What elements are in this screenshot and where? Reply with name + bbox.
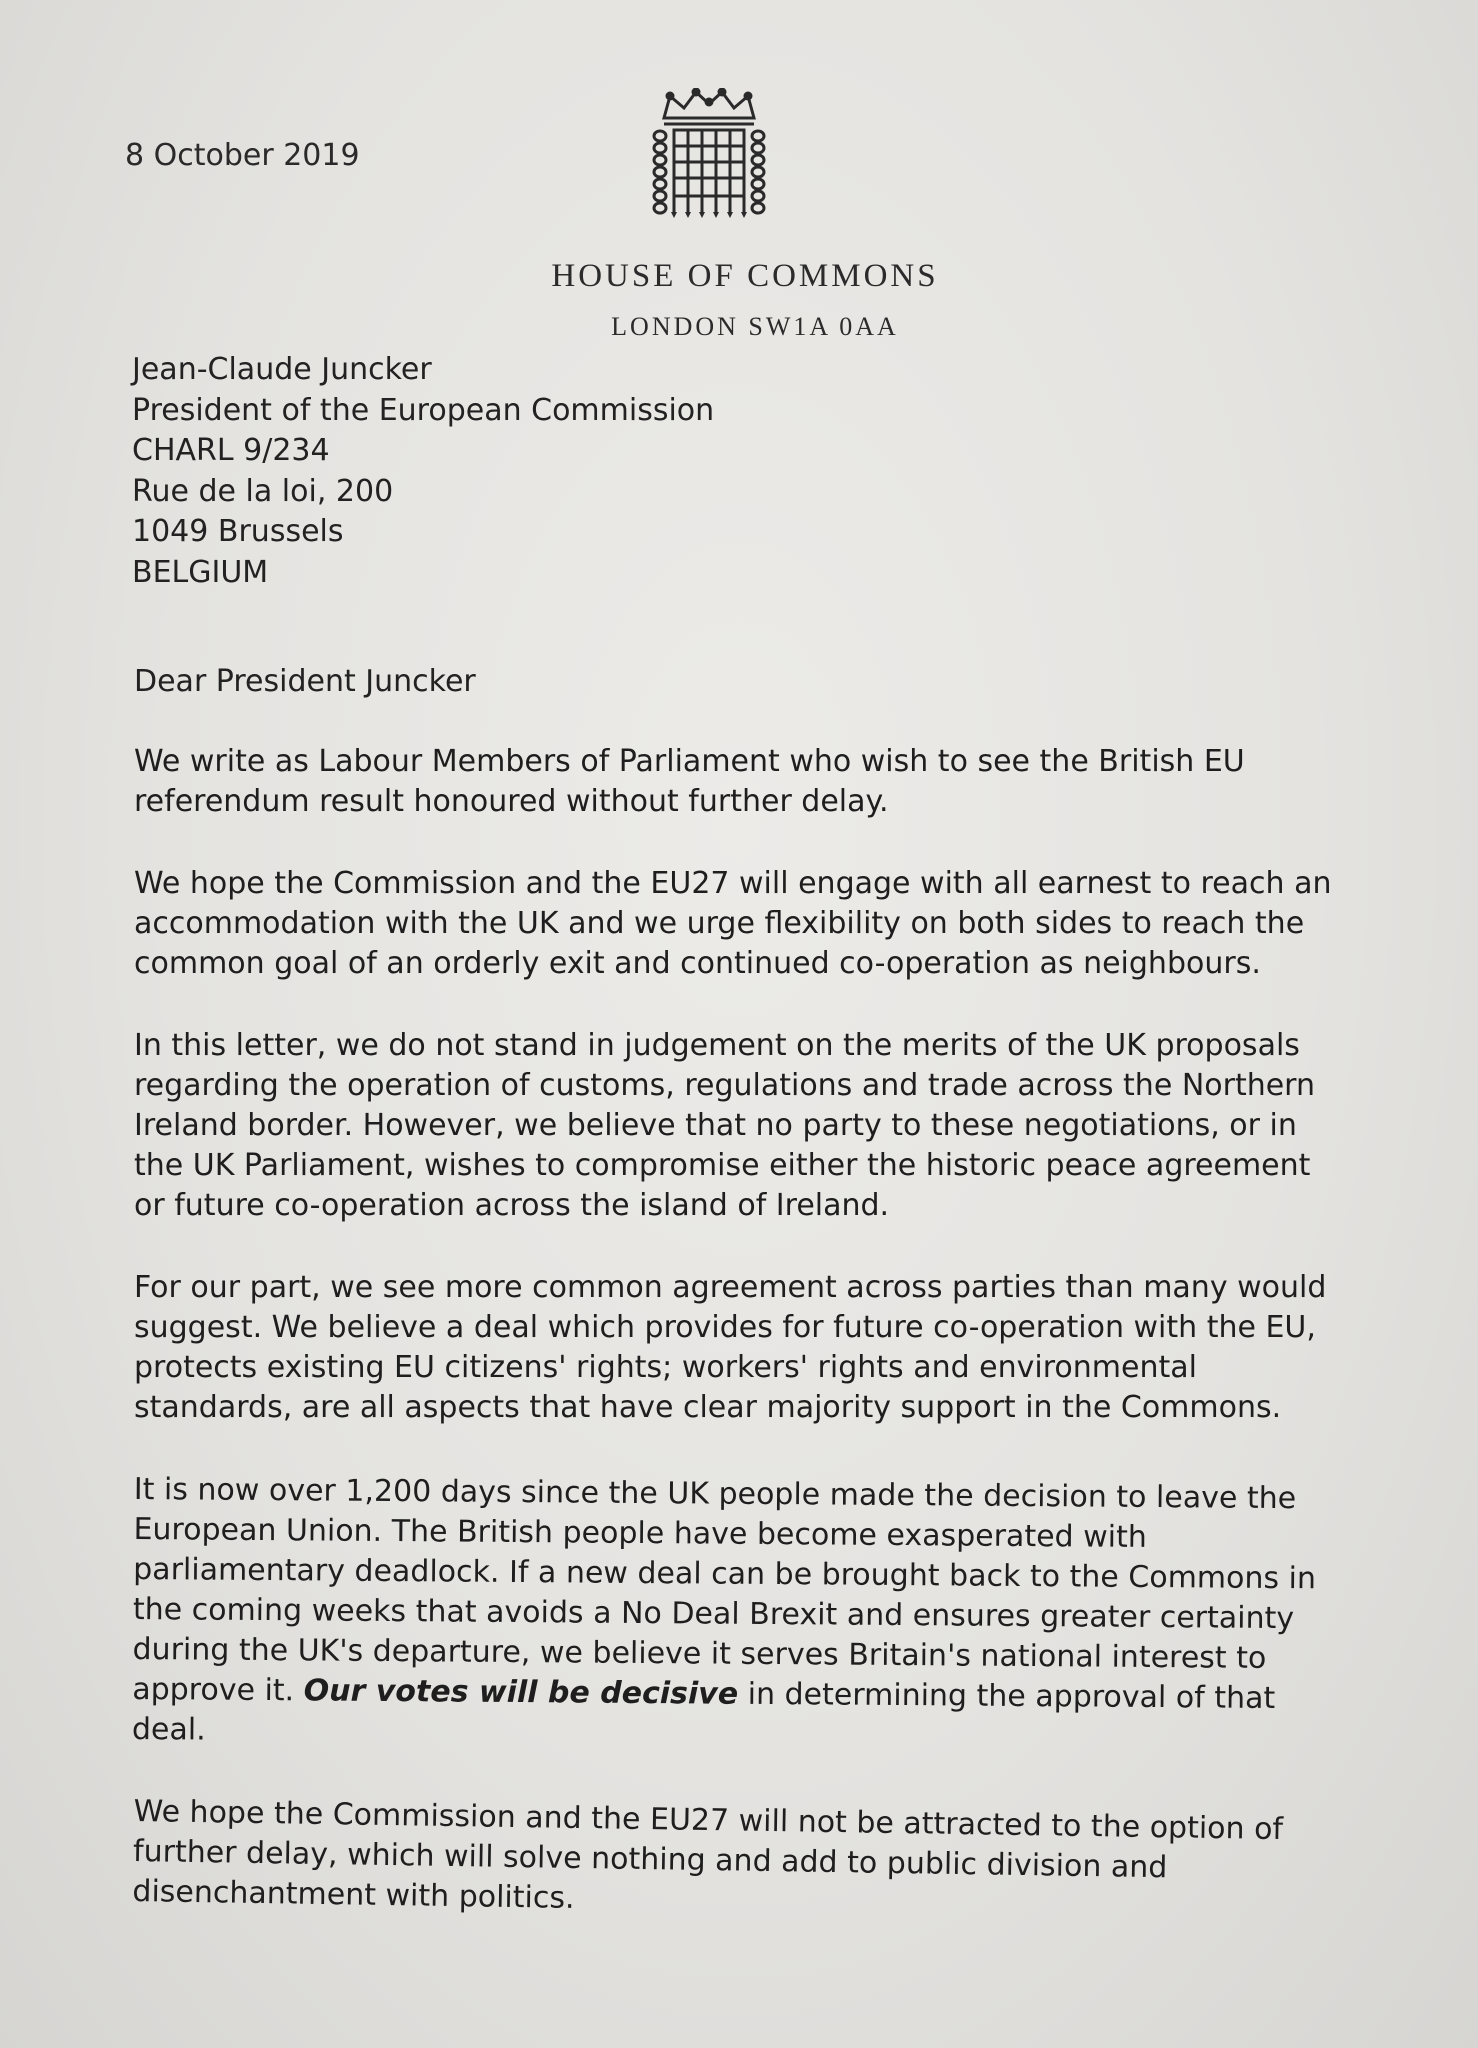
letterhead-institution: HOUSE OF COMMONS [551, 258, 939, 294]
recipient-country: BELGIUM [132, 554, 269, 590]
recipient-street: Rue de la loi, 200 [132, 473, 394, 509]
recipient-name: Jean-Claude Juncker [132, 352, 432, 387]
body-paragraph: We hope the Commission and the EU27 will not be attracted to the option of further delay, which will solve nothing and add to public division and disenchantment with politics. [132, 1793, 1284, 1916]
body-paragraph: In this letter, we do not stand in judgement on the merits of the UK proposals regarding the operation of customs, regulations and trade across the Northern Ireland border. However, we believe that no party to these negotiations, or in the UK Parliament, wishes to compromise either the historic peace agreement or future co-operation across the island of Ireland. [134, 1028, 1316, 1223]
emphasized-text: Our votes will be decisive [303, 1673, 739, 1712]
portcullis-crest-icon [650, 88, 768, 220]
body-paragraph-text: in determining the approval of that deal. [131, 1676, 1276, 1748]
salutation: Dear President Juncker [134, 664, 476, 699]
body-paragraph: We write as Labour Members of Parliament who wish to see the British EU referendum result honoured without further delay. [134, 744, 1245, 819]
body-paragraph-text: It is now over 1,200 days since the UK people made the decision to leave the European Union. The British people have become exasperated with parliamentary deadlock. If a new deal can be brought back to the Commons in the coming weeks that avoids a No Deal Brexit and ensures greater certainty during the UK's departure, we believe it serves Britain's national interest to approve it. [132, 1472, 1317, 1709]
letter-body [131, 742, 1339, 1954]
letter-date: 8 October 2019 [125, 138, 360, 173]
recipient-title: President of the European Commission [132, 392, 715, 428]
recipient-city: 1049 Brussels [132, 514, 344, 549]
body-paragraph: We hope the Commission and the EU27 will engage with all earnest to reach an accommodation with the UK and we urge flexibility on both sides to reach the common goal of an orderly exit and continued co-operation as neighbours. [134, 866, 1332, 981]
recipient-office: CHARL 9/234 [132, 433, 330, 468]
body-paragraph: For our part, we see more common agreement across parties than many would suggest. We believe a deal which provides for future co-operation with the EU, protects existing EU citizens' rights; workers' rights and environmental standards, are all aspects that have clear majority support in the Commons. [134, 1270, 1327, 1425]
body-paragraph [132, 1470, 1339, 1759]
recipient-address-block [132, 350, 714, 593]
letterhead-address: LONDON SW1A 0AA [611, 312, 899, 341]
